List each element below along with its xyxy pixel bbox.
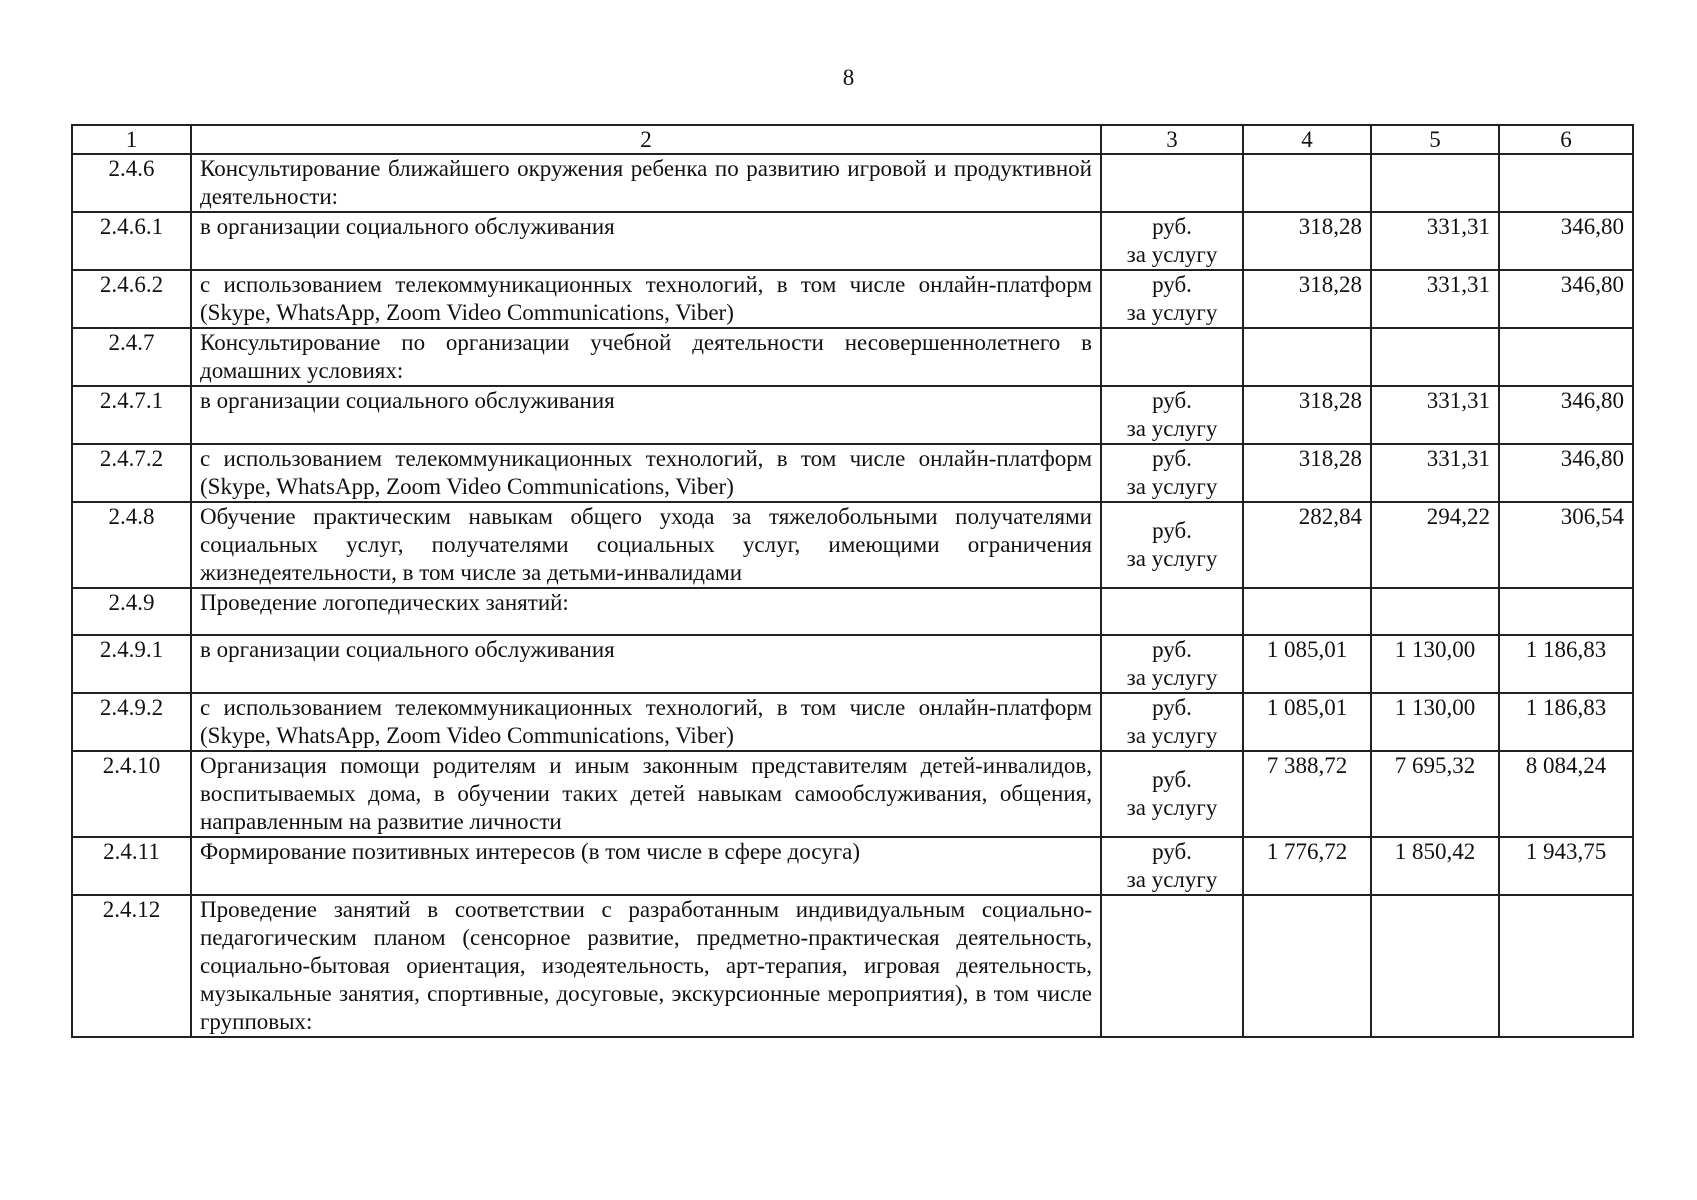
- unit-currency: руб.: [1152, 637, 1192, 662]
- service-name: Консультирование ближайшего окружения ребенка по развитию игровой и продуктивной деятельности:: [191, 154, 1101, 212]
- unit-cell: [1101, 751, 1243, 837]
- value-col-6: 346,80: [1499, 270, 1633, 328]
- row-number: 2.4.8: [72, 502, 191, 588]
- row-number: 2.4.7: [72, 328, 191, 386]
- column-header-1: 1: [72, 125, 191, 154]
- service-name: с использованием телекоммуникационных технологий, в том числе онлайн-платформ (Skype, WhatsApp, Zoom Video Communications, Viber): [191, 444, 1101, 502]
- table-row: [72, 837, 1633, 895]
- row-number: 2.4.6: [72, 154, 191, 212]
- row-number: 2.4.9: [72, 588, 191, 635]
- table-row: [72, 693, 1633, 751]
- unit-currency: руб.: [1152, 272, 1192, 297]
- unit-cell: [1101, 693, 1243, 751]
- service-name: в организации социального обслуживания: [191, 635, 1101, 693]
- table-row: [72, 635, 1633, 693]
- value-col-6: [1499, 328, 1633, 386]
- unit-cell: [1101, 895, 1243, 1037]
- table-row: [72, 154, 1633, 212]
- value-col-4: [1243, 154, 1371, 212]
- service-name: Проведение занятий в соответствии с разработанным индивидуальным социально-педагогическим планом (сенсорное развитие, предметно-практическая деятельность, социально-бытовая ориентация, изодеятельность, арт-терапия, игровая деятельность, музыкальные занятия, спортивные, досуговые, экскурсионные мероприятия), в том числе групповых:: [191, 895, 1101, 1037]
- row-number: 2.4.10: [72, 751, 191, 837]
- value-col-4: 318,28: [1243, 212, 1371, 270]
- unit-cell: [1101, 154, 1243, 212]
- value-col-5: 1 850,42: [1371, 837, 1499, 895]
- unit-per-service: за услугу: [1126, 723, 1218, 748]
- table-row: [72, 751, 1633, 837]
- column-header-2: 2: [191, 125, 1101, 154]
- value-col-6: 346,80: [1499, 212, 1633, 270]
- row-number: 2.4.9.1: [72, 635, 191, 693]
- value-col-6: 1 943,75: [1499, 837, 1633, 895]
- value-col-5: 331,31: [1371, 270, 1499, 328]
- unit-cell: [1101, 212, 1243, 270]
- service-name: Проведение логопедических занятий:: [191, 588, 1101, 635]
- row-number: 2.4.7.1: [72, 386, 191, 444]
- value-col-4: 318,28: [1243, 386, 1371, 444]
- value-col-6: [1499, 588, 1633, 635]
- unit-per-service: за услугу: [1126, 795, 1218, 820]
- value-col-6: 1 186,83: [1499, 635, 1633, 693]
- service-name: Обучение практическим навыкам общего ухода за тяжелобольными получателями социальных услуг, получателями социальных услуг, имеющими ограничения жизнедеятельности, в том числе за детьми-инвалидами: [191, 502, 1101, 588]
- service-name: в организации социального обслуживания: [191, 386, 1101, 444]
- unit-cell: [1101, 837, 1243, 895]
- value-col-4: [1243, 328, 1371, 386]
- unit-cell: [1101, 444, 1243, 502]
- unit-cell: [1101, 270, 1243, 328]
- row-number: 2.4.6.1: [72, 212, 191, 270]
- row-number: 2.4.7.2: [72, 444, 191, 502]
- value-col-5: 331,31: [1371, 212, 1499, 270]
- value-col-6: 1 186,83: [1499, 693, 1633, 751]
- value-col-5: [1371, 895, 1499, 1037]
- value-col-4: 7 388,72: [1243, 751, 1371, 837]
- unit-cell: [1101, 588, 1243, 635]
- value-col-6: [1499, 154, 1633, 212]
- value-col-5: 7 695,32: [1371, 751, 1499, 837]
- service-name: с использованием телекоммуникационных технологий, в том числе онлайн-платформ (Skype, WhatsApp, Zoom Video Communications, Viber): [191, 693, 1101, 751]
- row-number: 2.4.9.2: [72, 693, 191, 751]
- unit-currency: руб.: [1152, 695, 1192, 720]
- unit-per-service: за услугу: [1126, 665, 1218, 690]
- column-header-6: 6: [1499, 125, 1633, 154]
- value-col-6: 346,80: [1499, 444, 1633, 502]
- column-header-3: 3: [1101, 125, 1243, 154]
- unit-currency: руб.: [1152, 839, 1192, 864]
- unit-per-service: за услугу: [1126, 300, 1218, 325]
- value-col-5: 1 130,00: [1371, 693, 1499, 751]
- value-col-6: 8 084,24: [1499, 751, 1633, 837]
- value-col-6: 306,54: [1499, 502, 1633, 588]
- unit-currency: руб.: [1152, 214, 1192, 239]
- value-col-5: 1 130,00: [1371, 635, 1499, 693]
- service-name: Консультирование по организации учебной деятельности несовершеннолетнего в домашних условиях:: [191, 328, 1101, 386]
- tariff-table: [71, 124, 1634, 1038]
- unit-currency: руб.: [1152, 767, 1192, 792]
- value-col-4: [1243, 895, 1371, 1037]
- table-row: [72, 212, 1633, 270]
- page-number: 8: [842, 65, 855, 90]
- unit-currency: руб.: [1152, 446, 1192, 471]
- table-row: [72, 328, 1633, 386]
- value-col-4: 282,84: [1243, 502, 1371, 588]
- unit-per-service: за услугу: [1126, 474, 1218, 499]
- table-row: [72, 386, 1633, 444]
- unit-per-service: за услугу: [1126, 416, 1218, 441]
- table-row: [72, 588, 1633, 635]
- service-name: с использованием телекоммуникационных технологий, в том числе онлайн-платформ (Skype, WhatsApp, Zoom Video Communications, Viber): [191, 270, 1101, 328]
- column-header-4: 4: [1243, 125, 1371, 154]
- value-col-4: 318,28: [1243, 444, 1371, 502]
- unit-cell: [1101, 386, 1243, 444]
- table-header-row: [72, 125, 1633, 154]
- table-row: [72, 502, 1633, 588]
- value-col-5: 294,22: [1371, 502, 1499, 588]
- value-col-4: 318,28: [1243, 270, 1371, 328]
- row-number: 2.4.12: [72, 895, 191, 1037]
- service-name: Организация помощи родителям и иным законным представителям детей-инвалидов, воспитываемых дома, в обучении таких детей навыкам самообслуживания, общения, направленным на развитие личности: [191, 751, 1101, 837]
- value-col-4: 1 085,01: [1243, 693, 1371, 751]
- unit-cell: [1101, 635, 1243, 693]
- value-col-5: 331,31: [1371, 386, 1499, 444]
- value-col-4: 1 085,01: [1243, 635, 1371, 693]
- unit-currency: руб.: [1152, 518, 1192, 543]
- table-row: [72, 444, 1633, 502]
- value-col-5: [1371, 154, 1499, 212]
- service-name: в организации социального обслуживания: [191, 212, 1101, 270]
- value-col-5: 331,31: [1371, 444, 1499, 502]
- value-col-5: [1371, 328, 1499, 386]
- unit-currency: руб.: [1152, 388, 1192, 413]
- value-col-6: [1499, 895, 1633, 1037]
- unit-cell: [1101, 328, 1243, 386]
- value-col-6: 346,80: [1499, 386, 1633, 444]
- table-row: [72, 895, 1633, 1037]
- unit-cell: [1101, 502, 1243, 588]
- unit-per-service: за услугу: [1126, 242, 1218, 267]
- value-col-4: [1243, 588, 1371, 635]
- value-col-4: 1 776,72: [1243, 837, 1371, 895]
- row-number: 2.4.6.2: [72, 270, 191, 328]
- service-name: Формирование позитивных интересов (в том числе в сфере досуга): [191, 837, 1101, 895]
- unit-per-service: за услугу: [1126, 867, 1218, 892]
- table-row: [72, 270, 1633, 328]
- column-header-5: 5: [1371, 125, 1499, 154]
- unit-per-service: за услугу: [1126, 546, 1218, 571]
- value-col-5: [1371, 588, 1499, 635]
- row-number: 2.4.11: [72, 837, 191, 895]
